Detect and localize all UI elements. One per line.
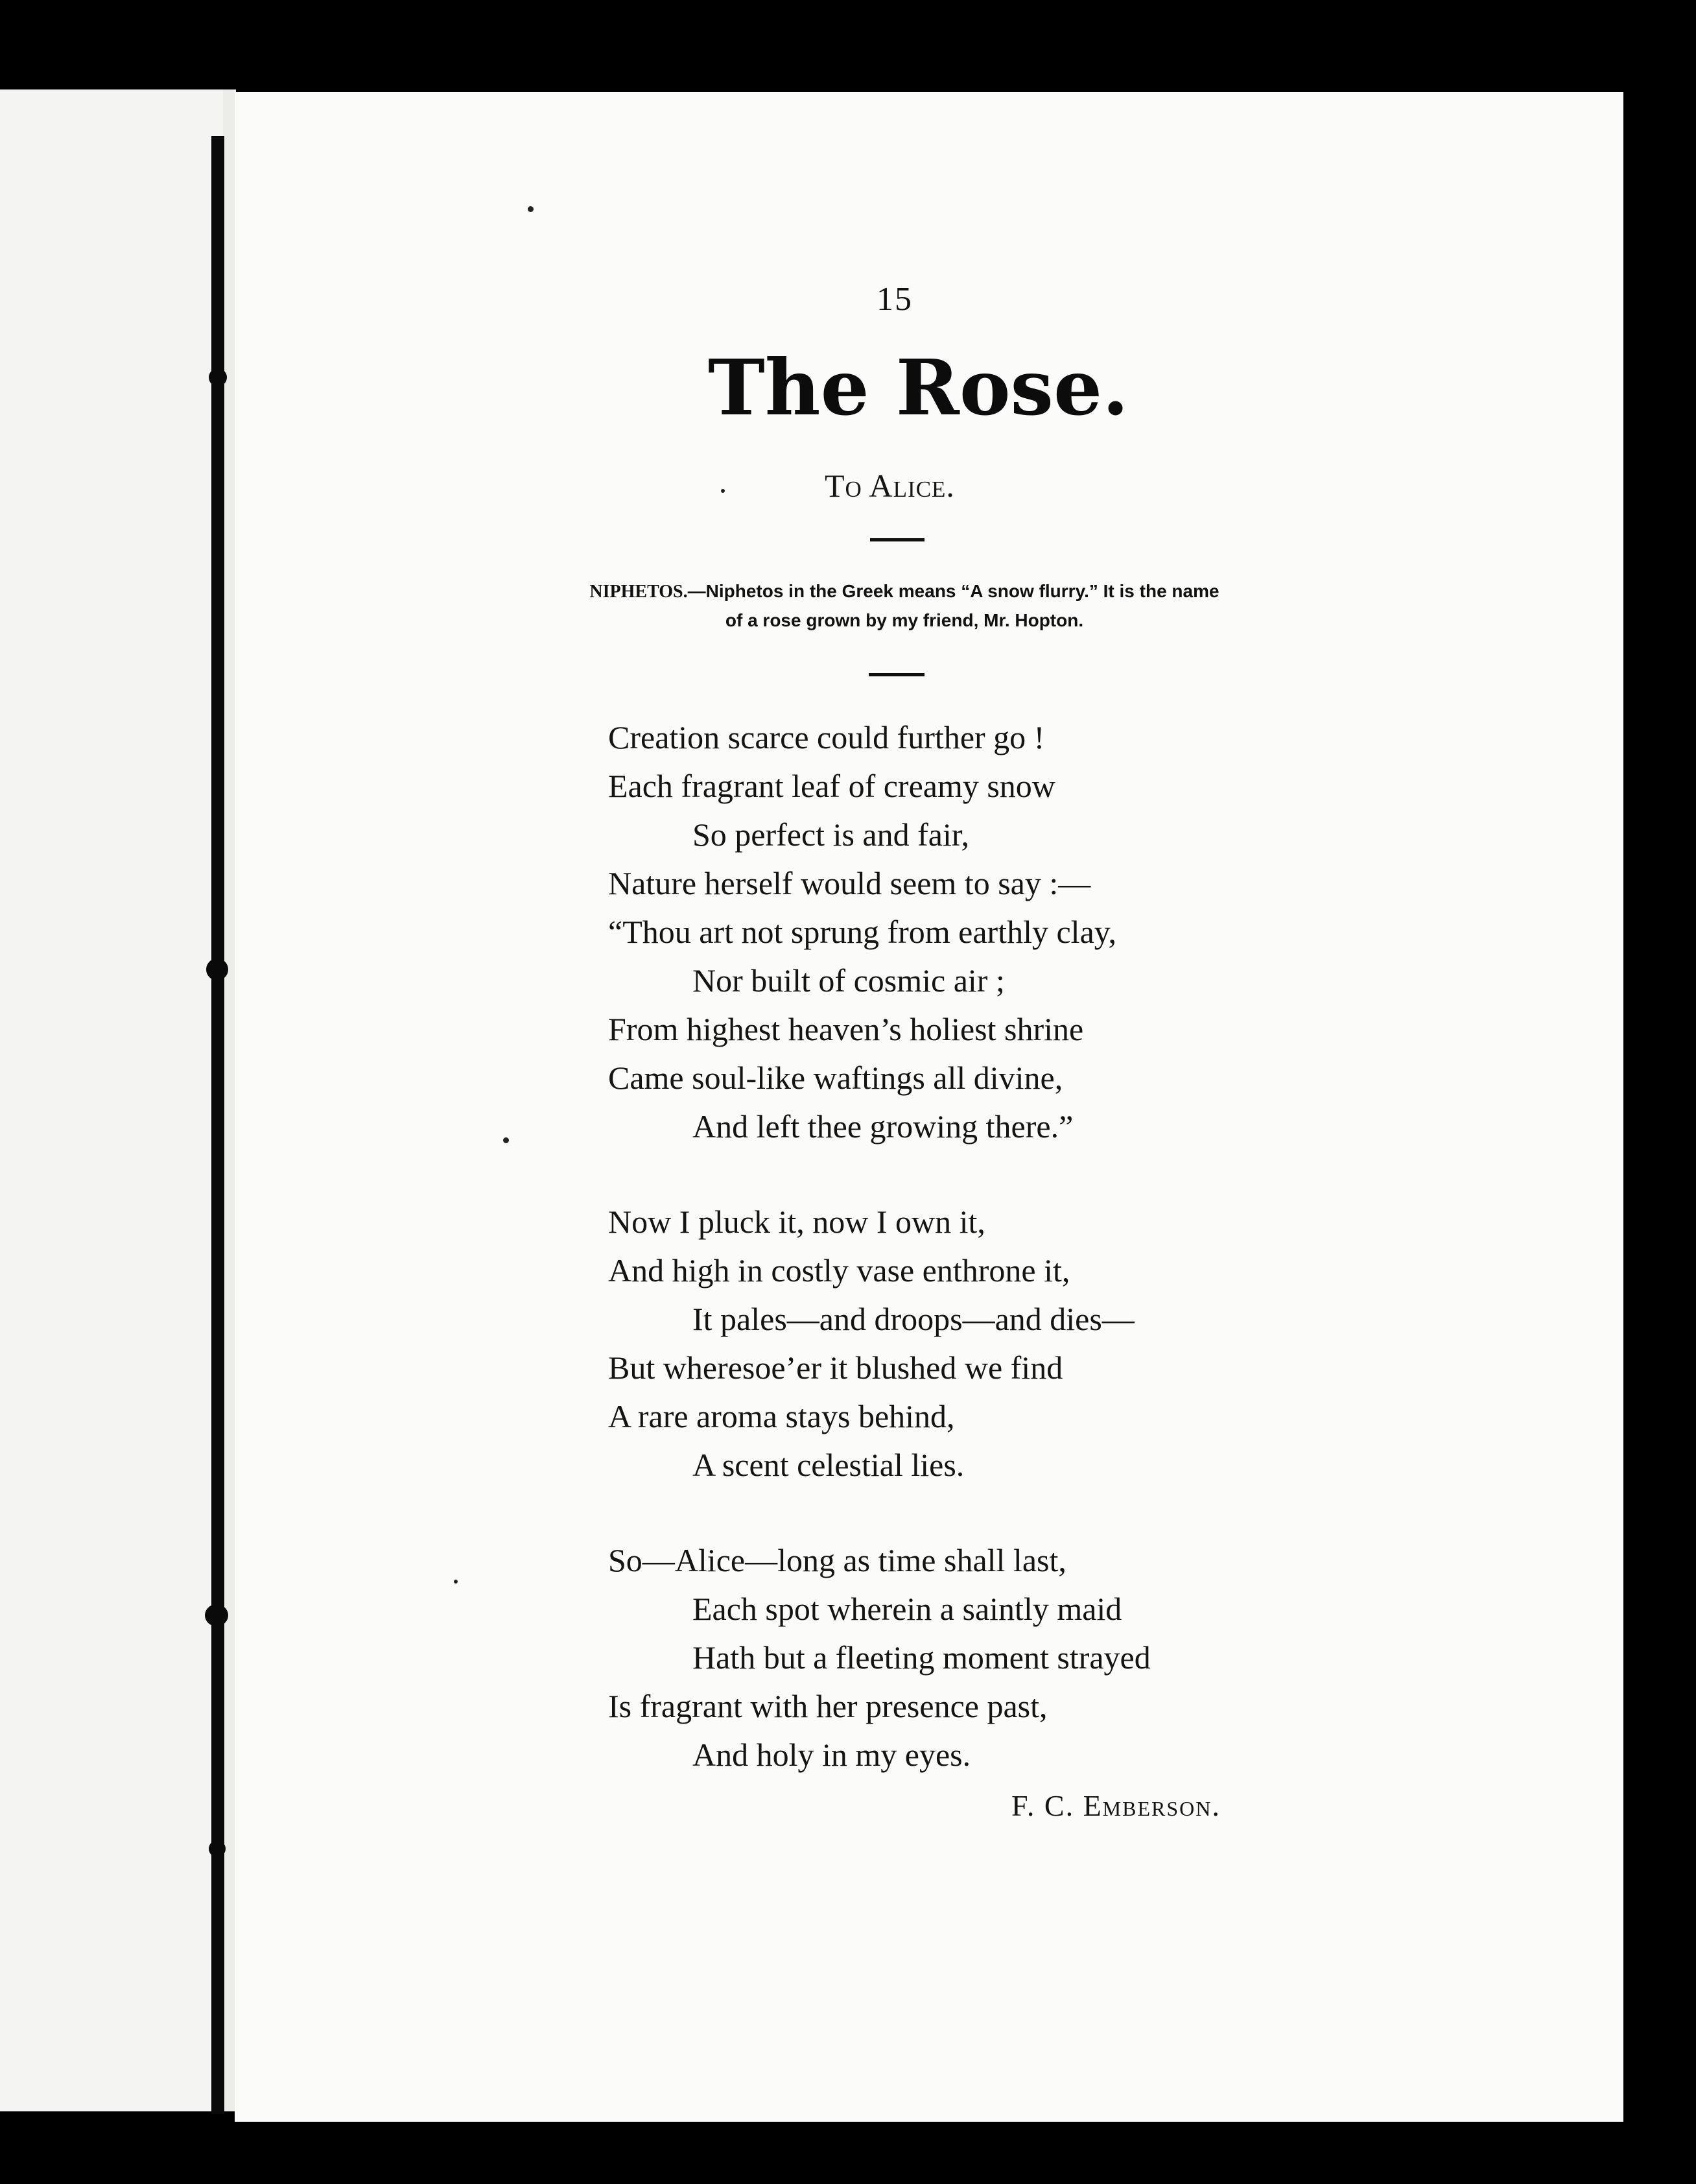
binding-knot (206, 958, 228, 980)
poem-line: Now I pluck it, now I own it, (608, 1204, 985, 1240)
ink-speck (503, 1137, 509, 1143)
footnote-text: —Niphetos in the Greek means “A snow flurry.” It is the name (687, 581, 1219, 601)
poem-line: Each fragrant leaf of creamy snow (608, 768, 1055, 804)
poem-line: “Thou art not sprung from earthly clay, (608, 914, 1117, 950)
poem-stanza (608, 1536, 1321, 1779)
footnote (493, 577, 1316, 635)
ink-speck (454, 1580, 458, 1584)
divider-rule (870, 538, 925, 541)
poem-line: A rare aroma stays behind, (608, 1398, 955, 1434)
ink-speck (528, 206, 534, 212)
poem-line: So—Alice—long as time shall last, (608, 1542, 1066, 1578)
poem-line: Came soul-like waftings all divine, (608, 1060, 1063, 1096)
poem-line: And high in costly vase enthrone it, (608, 1252, 1070, 1288)
poem-line: Hath but a fleeting moment strayed (692, 1639, 1151, 1676)
binding-knot (209, 1840, 226, 1857)
divider-rule (869, 673, 925, 676)
footnote-line (493, 577, 1316, 606)
poem-line: It pales—and droops—and dies— (692, 1301, 1135, 1337)
poem-line: Each spot wherein a saintly maid (692, 1591, 1122, 1627)
poem-line: Creation scarce could further go ! (608, 719, 1045, 755)
footnote-line: of a rose grown by my friend, Mr. Hopton. (725, 610, 1084, 630)
poem-stanza (608, 1198, 1321, 1490)
poem-line: Nature herself would seem to say :— (608, 865, 1091, 901)
poem-line: A scent celestial lies. (692, 1447, 965, 1483)
poem-body (608, 713, 1321, 1826)
footnote-lead: NIPHETOS. (589, 582, 688, 602)
poem-title: The Rose. (708, 342, 1129, 433)
ink-speck (721, 489, 725, 493)
poem-line: So perfect is and fair, (692, 816, 970, 853)
poem-stanza (608, 713, 1321, 1151)
poem-line: And left thee growing there.” (692, 1108, 1074, 1145)
page-number: 15 (877, 281, 913, 318)
facing-page-edge (0, 89, 227, 2111)
poem-line: From highest heaven’s holiest shrine (608, 1011, 1084, 1047)
poem-line: Nor built of cosmic air ; (692, 962, 1005, 999)
page-gutter (223, 89, 236, 2111)
dedication: To Alice. (825, 468, 955, 504)
binding-knot (209, 368, 227, 386)
binding-thread (211, 136, 224, 2114)
poem-line: And holy in my eyes. (692, 1737, 971, 1773)
author-signature: F. C. Emberson. (1011, 1789, 1221, 1822)
poem-line: Is fragrant with her presence past, (608, 1688, 1048, 1724)
binding-knot (205, 1604, 228, 1626)
poem-line: But wheresoe’er it blushed we find (608, 1349, 1063, 1386)
